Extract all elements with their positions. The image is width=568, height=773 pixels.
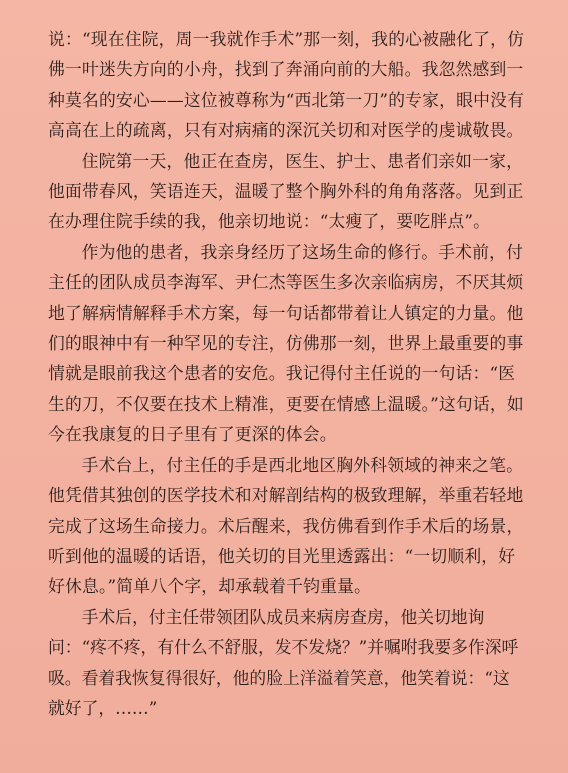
paragraph-2: 住院第一天，他正在查房，医生、护士、患者们亲如一家，他面带春风，笑语连天，温暖了整个胸外科的角角落落。见到正在办理住院手续的我，他亲切地说：“太瘦了，要吃胖点”。 [48, 150, 524, 232]
paragraph-3: 作为他的患者，我亲身经历了这场生命的修行。手术前，付主任的团队成员李海军、尹仁杰等医生多次亲临病房，不厌其烦地了解病情解释手术方案，每一句话都带着让人镇定的力量。他们的眼神中有一种罕见的专注，仿佛那一刻，世界上最重要的事情就是眼前我这个患者的安危。我记得付主任说的一句话：“医生的刀，不仅要在技术上精准，更要在情感上温暖。”这句话，如今在我康复的日子里有了更深的体会。 [48, 241, 524, 445]
paragraph-5: 手术后，付主任带领团队成员来病房查房，他关切地询问：“疼不疼，有什么不舒服，发不发烧？”并嘱咐我要多作深呼吸。看着我恢复得很好，他的脸上洋溢着笑意，他笑着说：“这就好了，……” [48, 606, 519, 718]
paragraph-1: 说：“现在住院，周一我就作手术”那一刻，我的心被融化了，仿佛一叶迷失方向的小舟，找到了奔涌向前的大船。我忽然感到一种莫名的安心——这位被尊称为“西北第一刀”的专家，眼中没有高高在上的疏离，只有对病痛的深沉关切和对医学的虔诚敬畏。 [48, 29, 525, 141]
article-body [48, 24, 526, 723]
paragraph-4: 手术台上，付主任的手是西北地区胸外科领域的神来之笔。他凭借其独创的医学技术和对解剖结构的极致理解，举重若轻地完成了这场生命接力。术后醒来，我仿佛看到作手术后的场景，听到他的温暖的话语，他关切的目光里透露出：“一切顺利，好好休息。”简单八个字，却承载着千钧重量。 [48, 454, 524, 597]
